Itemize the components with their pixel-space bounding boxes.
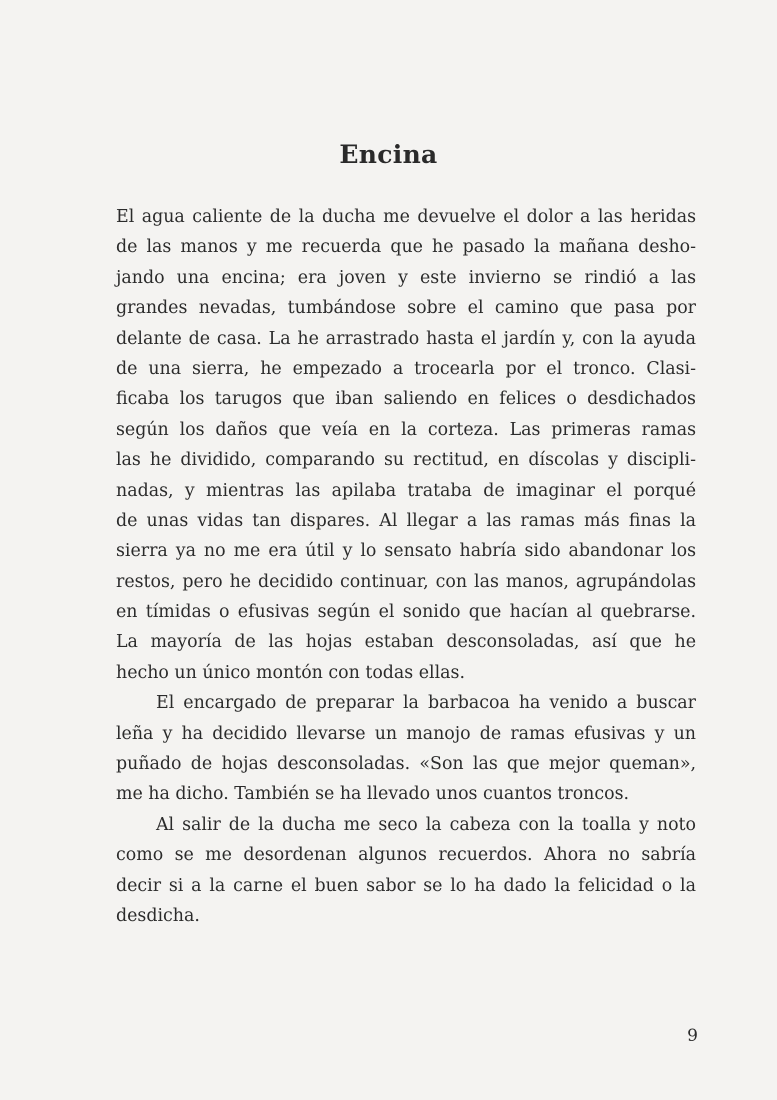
text-line: ficaba los tarugos que iban saliendo en felices o desdichados [116,389,696,410]
text-line: puñado de hojas desconsoladas. «Son las que mejor queman», [116,754,696,775]
text-line: me ha dicho. También se ha llevado unos cuantos troncos. [116,784,630,805]
text-line: leña y ha decidido llevarse un manojo de ramas efusivas y un [116,723,696,744]
text-line: como se me desordenan algunos recuerdos. Ahora no sabría [116,845,696,866]
chapter-title: Encina [339,140,438,169]
page-number: 9 [687,1026,698,1046]
paragraph-1 [116,202,696,688]
text-line: jando una encina; era joven y este invierno se rindió a las [116,267,696,288]
text-line: nadas, y mientras las apilaba trataba de imaginar el porqué [116,480,696,501]
text-line: de las manos y me recuerda que he pasado la mañana desho- [116,237,696,258]
text-line: decir si a la carne el buen sabor se lo ha dado la felicidad o la [116,875,696,896]
text-line: El encargado de preparar la barbacoa ha venido a buscar [156,693,696,714]
text-line: sierra ya no me era útil y lo sensato habría sido abandonar los [116,541,696,562]
text-line: según los daños que veía en la corteza. Las primeras ramas [116,419,696,440]
text-line: de una sierra, he empezado a trocearla por el tronco. Clasi- [116,358,696,379]
text-line: en tímidas o efusivas según el sonido que hacían al quebrarse. [116,602,696,623]
text-line: restos, pero he decidido continuar, con las manos, agrupándolas [116,571,696,592]
text-line: de unas vidas tan dispares. Al llegar a las ramas más finas la [116,510,696,531]
text-line: La mayoría de las hojas estaban desconsoladas, así que he [116,632,696,653]
text-line: El agua caliente de la ducha me devuelve el dolor a las heridas [116,207,696,227]
text-line: Al salir de la ducha me seco la cabeza con la toalla y noto [156,814,696,835]
paragraph-2 [116,688,696,810]
paragraph-3 [116,810,696,932]
text-line: las he dividido, comparando su rectitud, en díscolas y discipli- [116,450,696,471]
text-line: delante de casa. La he arrastrado hasta el jardín y, con la ayuda [116,328,696,349]
body-text [116,202,696,931]
text-line: hecho un único montón con todas ellas. [116,662,465,683]
text-line: grandes nevadas, tumbándose sobre el camino que pasa por [116,298,696,319]
text-line: desdicha. [116,905,200,926]
